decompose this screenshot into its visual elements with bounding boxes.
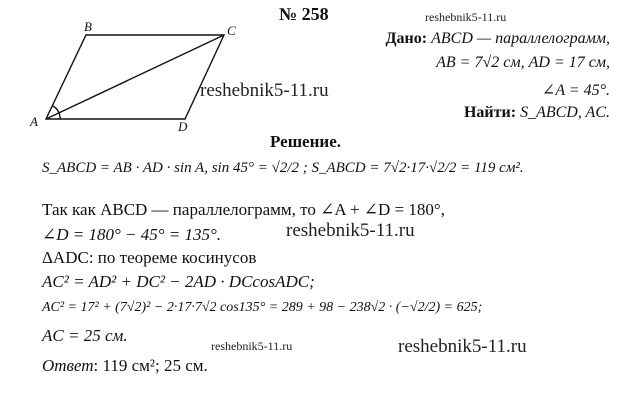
watermark-mid: reshebnik5-11.ru <box>286 220 415 241</box>
find-text: S_ABCD, AC. <box>520 104 610 121</box>
vertex-label-a: A <box>30 114 38 129</box>
solution-line-6: AC² = 17² + (7√2)² − 2·17·7√2 cos135° = 289 + 98 − 238√2 · (−√2/2) = 625; <box>42 300 483 315</box>
watermark-figure: reshebnik5-11.ru <box>200 80 329 101</box>
given-line-2: AB = 7√2 см, AD = 17 см, <box>436 54 610 71</box>
vertex-label-c: C <box>227 23 236 38</box>
given-line-3: ∠A = 45°. <box>541 82 610 99</box>
problem-number: № 258 <box>279 4 329 24</box>
solution-line-3: ∠D = 180° − 45° = 135°. <box>42 225 222 244</box>
solution-line-4: ΔADC: по теореме косинусов <box>42 248 257 267</box>
answer-label: Ответ <box>42 356 94 375</box>
given-line-1 <box>330 30 610 48</box>
find-label: Найти: <box>463 104 517 121</box>
answer-text: : 119 см²; 25 см. <box>93 356 208 375</box>
find-line <box>330 104 610 122</box>
answer-line <box>42 356 208 376</box>
watermark-top: reshebnik5-11.ru <box>425 10 507 24</box>
vertex-label-b: B <box>84 20 92 34</box>
watermark-bottom-large: reshebnik5-11.ru <box>398 336 527 357</box>
solution-line-2: Так как ABCD — параллелограмм, то ∠A + ∠D = 180°, <box>42 200 445 219</box>
watermark-bottom-small: reshebnik5-11.ru <box>211 339 293 353</box>
parallelogram-figure <box>20 20 260 135</box>
vertex-label-d: D <box>178 119 188 134</box>
solution-line-7: AC = 25 см. <box>42 326 128 345</box>
solution-line-5: AC² = AD² + DC² − 2AD · DCcosADC; <box>42 272 315 291</box>
parallelogram-shape <box>46 35 224 119</box>
solution-line-1: S_ABCD = AB · AD · sin A, sin 45° = √2/2 ; S_ABCD = 7√2·17·√2/2 = 119 см². <box>42 160 524 176</box>
given-label: Дано: <box>385 30 428 47</box>
given-text-1: ABCD — параллелограмм, <box>431 30 610 47</box>
solution-title: Решение. <box>270 132 341 151</box>
